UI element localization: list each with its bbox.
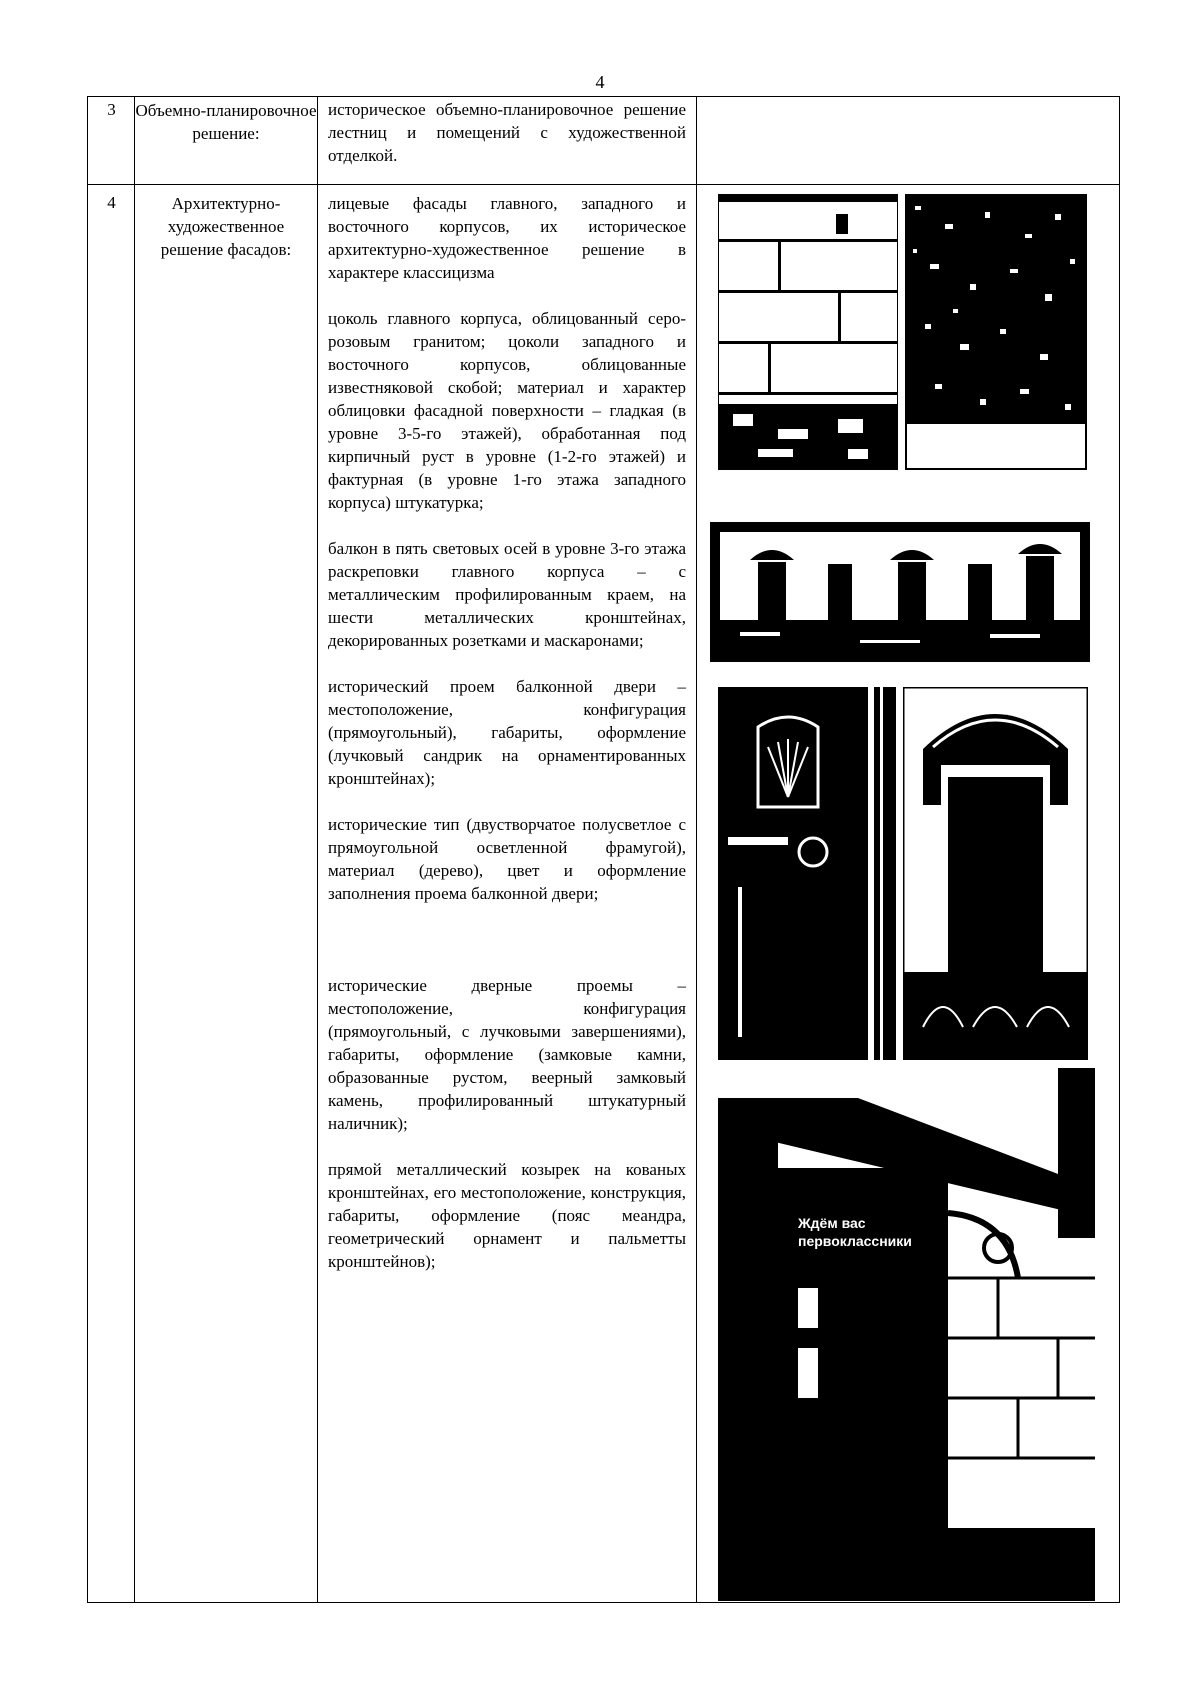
paragraph: исторический проем балконной двери – местоположение, конфигурация (прямоугольный), габариты, оформление (лучковый сандрик на орнаментированных кронштейнах);: [328, 677, 686, 788]
granite-plinth-photo: [905, 194, 1087, 470]
paragraph: балкон в пять световых осей в уровне 3-го этажа раскреповки главного корпуса – с металлическим профилированным краем, на шести металлических кронштейнах, декорированных розетками и маскаронами;: [328, 539, 686, 650]
paragraph: цоколь главного корпуса, облицованный серо-розовым гранитом; цоколи западного и восточного корпусов, облицованные известняковой скобой; материал и характер облицовки фасадной поверхности – гладкая (в уровне 3-5-го этажей), обработанная под кирпичный руст в уровне (1-2-го этажей) и фактурная (в уровне 1-го этажа западного корпуса) штукатурка;: [328, 309, 686, 512]
balcony-door-sandrik-photo: [903, 687, 1088, 1060]
row-heading: Архитектурно-художественное решение фасадов:: [160, 194, 292, 259]
paragraph: историческое объемно-планировочное решение лестниц и помещений с художественной отделкой.: [328, 100, 686, 165]
paragraph: исторические тип (двустворчатое полусветлое с прямоугольной осветленной фрамугой), материал (дерево), цвет и оформление заполнения проема балконной двери;: [328, 815, 686, 903]
balcony-facade-photo: [710, 522, 1090, 662]
paragraph: прямой металлический козырек на кованых кронштейнах, его местоположение, конструкция, габариты, оформление (пояс меандра, геометрический орнамент и пальметты кронштейнов);: [328, 1160, 686, 1271]
page-number: 4: [595, 72, 605, 92]
paragraph: лицевые фасады главного, западного и восточного корпусов, их историческое архитектурно-художественное решение в характере классицизма: [328, 194, 686, 282]
sign-text-line-1: Ждём вас: [798, 1215, 866, 1231]
entrance-canopy-photo: [718, 1068, 1095, 1601]
row-3-text: [328, 98, 686, 167]
facade-wall-photo: [718, 194, 898, 470]
column-divider: [317, 97, 318, 1602]
column-divider: [134, 97, 135, 1602]
row-4-text: [328, 192, 686, 1273]
paragraph: исторические дверные проемы – местоположение, конфигурация (прямоугольный, с лучковыми завершениями), габариты, оформление (замковые камни, образованные рустом, веерный замковый камень, профилированный штукатурный наличник);: [328, 976, 686, 1133]
row-number: 4: [107, 193, 116, 212]
row-heading: Объемно-планировочное решение:: [135, 101, 317, 143]
column-divider: [696, 97, 697, 1602]
row-divider: [88, 184, 1119, 185]
row-number: 3: [107, 100, 116, 119]
sign-text-line-2: первоклассники: [798, 1233, 912, 1249]
balcony-door-bracket-photo: [718, 687, 896, 1060]
